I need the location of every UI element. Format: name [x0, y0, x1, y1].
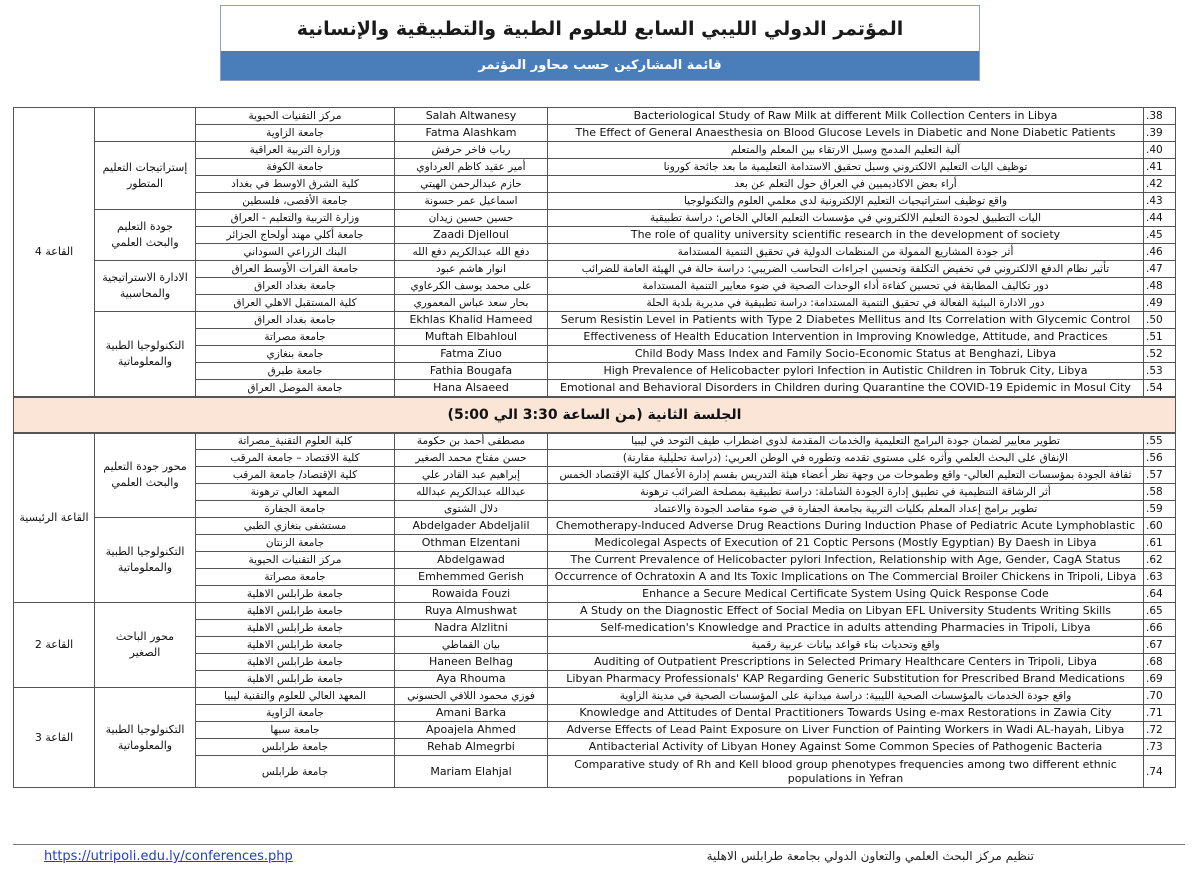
author-cell: Apoajela Ahmed: [395, 722, 548, 739]
table-row: [14, 210, 1176, 227]
author-cell: بحار سعد عباس المعموري: [395, 295, 548, 312]
table-row: [14, 261, 1176, 278]
organization-cell: جامعة طرابلس: [196, 756, 395, 788]
organization-cell: جامعة الجفارة: [196, 501, 395, 518]
author-cell: حسن مفتاح محمد الصغير: [395, 450, 548, 467]
paper-title-cell: Knowledge and Attitudes of Dental Practitioners Towards Using e-max Restorations in Zawia City: [548, 705, 1144, 722]
paper-title-cell: Comparative study of Rh and Kell blood group phenotypes frequencies among two different ethnic populations in Yefran: [548, 756, 1144, 788]
row-number: .58: [1144, 484, 1176, 501]
author-cell: دفع الله عبدالكريم دفع الله: [395, 244, 548, 261]
organization-cell: جامعة طرابلس الاهلية: [196, 671, 395, 688]
row-number: .64: [1144, 586, 1176, 603]
paper-title-cell: تأثير نظام الدفع الالكتروني في تخفيض التكلفة وتحسين اجراءات التحاسب الضريبي: دراسة حالة في الهيئة العامة للضرائب: [548, 261, 1144, 278]
author-cell: دلال الشتوى: [395, 501, 548, 518]
row-number: .46: [1144, 244, 1176, 261]
paper-title-cell: Serum Resistin Level in Patients with Type 2 Diabetes Mellitus and Its Correlation with Glycemic Control: [548, 312, 1144, 329]
paper-title-cell: Emotional and Behavioral Disorders in Children during Quarantine the COVID-19 Epidemic in Mosul City: [548, 380, 1144, 397]
organization-cell: جامعة طرابلس الاهلية: [196, 654, 395, 671]
row-number: .48: [1144, 278, 1176, 295]
paper-title-cell: آلية التعليم المدمج وسبل الارتقاء بين المعلم والمتعلم: [548, 142, 1144, 159]
row-number: .50: [1144, 312, 1176, 329]
author-cell: Hana Alsaeed: [395, 380, 548, 397]
organization-cell: جامعة الموصل العراق: [196, 380, 395, 397]
paper-title-cell: Occurrence of Ochratoxin A and Its Toxic Implications on The Commercial Broiler Chickens in Tripoli, Libya: [548, 569, 1144, 586]
author-cell: عبدالله عبدالكريم عبدالله: [395, 484, 548, 501]
table-row: [14, 518, 1176, 535]
row-number: .67: [1144, 637, 1176, 654]
author-cell: Rehab Almegrbi: [395, 739, 548, 756]
track-cell: جودة التعليم والبحث العلمي: [95, 210, 196, 261]
paper-title-cell: دور تكاليف المطابقة في تحسين كفاءة أداء الوحدات الصحية في ضوء معايير التنمية المستدامة: [548, 278, 1144, 295]
page-header: [220, 5, 980, 81]
paper-title-cell: The Effect of General Anaesthesia on Blood Glucose Levels in Diabetic and None Diabetic Patients: [548, 125, 1144, 142]
organization-cell: جامعة طبرق: [196, 363, 395, 380]
table-row: [14, 108, 1176, 125]
author-cell: Nadra Alzlitni: [395, 620, 548, 637]
organization-cell: جامعة سبها: [196, 722, 395, 739]
row-number: .59: [1144, 501, 1176, 518]
row-number: .72: [1144, 722, 1176, 739]
organization-cell: كلية الشرق الاوسط في بغداد: [196, 176, 395, 193]
footer-organizer: تنظيم مركز البحث العلمي والتعاون الدولي بجامعة طرابلس الاهلية: [706, 849, 1034, 863]
paper-title-cell: Self-medication's Knowledge and Practice in adults attending Pharmacies in Tripoli, Libya: [548, 620, 1144, 637]
author-cell: مصطفى أحمد بن حكومة: [395, 433, 548, 450]
paper-title-cell: Chemotherapy-Induced Adverse Drug Reactions During Induction Phase of Pediatric Acute Lymphoblastic: [548, 518, 1144, 535]
paper-title-cell: Medicolegal Aspects of Execution of 21 Coptic Persons (Mostly Egyptian) By Daesh in Libya: [548, 535, 1144, 552]
footer-divider: [13, 844, 1185, 845]
organization-cell: جامعة بغداد العراق: [196, 312, 395, 329]
organization-cell: جامعة الزاوية: [196, 705, 395, 722]
row-number: .47: [1144, 261, 1176, 278]
organization-cell: جامعة مصراتة: [196, 329, 395, 346]
organization-cell: جامعة طرابلس الاهلية: [196, 586, 395, 603]
hall-cell: القاعة 3: [14, 688, 95, 788]
paper-title-cell: توظيف اليات التعليم الالكتروني وسبل تحقيق الاستدامة التعليمية ما بعد جائحة كورونا: [548, 159, 1144, 176]
organization-cell: جامعة طرابلس الاهلية: [196, 637, 395, 654]
footer-link[interactable]: https://utripoli.edu.ly/conferences.php: [44, 849, 293, 864]
session-header: الجلسة الثانية (من الساعة 3:30 الي 5:00): [14, 397, 1176, 433]
paper-title-cell: Child Body Mass Index and Family Socio-Economic Status at Benghazi, Libya: [548, 346, 1144, 363]
author-cell: Zaadi Djelloul: [395, 227, 548, 244]
row-number: .39: [1144, 125, 1176, 142]
author-cell: Fatma Ziuo: [395, 346, 548, 363]
row-number: .61: [1144, 535, 1176, 552]
organization-cell: جامعة طرابلس: [196, 739, 395, 756]
row-number: .38: [1144, 108, 1176, 125]
organization-cell: كلية الإقتصاد/ جامعة المرقب: [196, 467, 395, 484]
author-cell: Abdelgader Abdeljalil: [395, 518, 548, 535]
paper-title-cell: دور الادارة البيئية الفعالة في تحقيق التنمية المستدامة: دراسة تطبيقية في مديرية بلدية الحلة: [548, 295, 1144, 312]
author-cell: أمير عقيد كاظم العرداوي: [395, 159, 548, 176]
author-cell: Abdelgawad: [395, 552, 548, 569]
row-number: .63: [1144, 569, 1176, 586]
author-cell: Ekhlas Khalid Hameed: [395, 312, 548, 329]
organization-cell: المعهد العالي ترهونة: [196, 484, 395, 501]
author-cell: حسين حسين زيدان: [395, 210, 548, 227]
organization-cell: جامعة بغداد العراق: [196, 278, 395, 295]
paper-title-cell: تطوير برامج إعداد المعلم بكليات التربية بجامعة الجفارة في ضوء مقاصد الجودة والاعتماد: [548, 501, 1144, 518]
author-cell: Mariam Elahjal: [395, 756, 548, 788]
track-cell: محور جودة التعليم والبحث العلمي: [95, 433, 196, 518]
track-cell: [95, 108, 196, 142]
organization-cell: جامعة الزنتان: [196, 535, 395, 552]
paper-title-cell: The role of quality university scientific research in the development of society: [548, 227, 1144, 244]
organization-cell: كلية المستقبل الاهلي العراق: [196, 295, 395, 312]
organization-cell: وزارة التربية العراقية: [196, 142, 395, 159]
row-number: .62: [1144, 552, 1176, 569]
author-cell: انوار هاشم عبود: [395, 261, 548, 278]
paper-title-cell: تطوير معايير لضمان جودة البرامج التعليمية والخدمات المقدمة لذوى اضطراب طيف التوحد في ليبيا: [548, 433, 1144, 450]
author-cell: Fatma Alashkam: [395, 125, 548, 142]
table-row: [14, 142, 1176, 159]
participants-table: [13, 107, 1176, 788]
row-number: .45: [1144, 227, 1176, 244]
row-number: .44: [1144, 210, 1176, 227]
paper-title-cell: The Current Prevalence of Helicobacter pylori Infection, Relationship with Age, Gender, CagA Status: [548, 552, 1144, 569]
row-number: .74: [1144, 756, 1176, 788]
row-number: .68: [1144, 654, 1176, 671]
organization-cell: البنك الزراعي السوداني: [196, 244, 395, 261]
table-row: [14, 603, 1176, 620]
hall-cell: القاعة 4: [14, 108, 95, 397]
row-number: .57: [1144, 467, 1176, 484]
paper-title-cell: واقع توظيف استراتيجيات التعليم الإلكترونية لدى معلمي العلوم والتكنولوجيا: [548, 193, 1144, 210]
table-row: [14, 433, 1176, 450]
organization-cell: جامعة طرابلس الاهلية: [196, 620, 395, 637]
author-cell: Ruya Almushwat: [395, 603, 548, 620]
row-number: .73: [1144, 739, 1176, 756]
organization-cell: كلية العلوم التقنية_مصراتة: [196, 433, 395, 450]
organization-cell: مركز التقنيات الحيوية: [196, 552, 395, 569]
author-cell: Salah Altwanesy: [395, 108, 548, 125]
row-number: .52: [1144, 346, 1176, 363]
track-cell: التكنولوجيا الطبية والمعلوماتية: [95, 312, 196, 397]
paper-title-cell: High Prevalence of Helicobacter pylori Infection in Autistic Children in Tobruk City, Libya: [548, 363, 1144, 380]
organization-cell: جامعة طرابلس الاهلية: [196, 603, 395, 620]
track-cell: التكنولوجيا الطبية والمعلوماتية: [95, 518, 196, 603]
organization-cell: كلية الاقتصاد – جامعة المرقب: [196, 450, 395, 467]
hall-cell: القاعة الرئيسية: [14, 433, 95, 603]
author-cell: Aya Rhouma: [395, 671, 548, 688]
paper-title-cell: أراء بعض الاكاديميين في العراق حول التعلم عن بعد: [548, 176, 1144, 193]
paper-title-cell: Bacteriological Study of Raw Milk at different Milk Collection Centers in Libya: [548, 108, 1144, 125]
paper-title-cell: اليات التطبيق لجودة التعليم الالكتروني في مؤسسات التعليم العالي الخاص: دراسة تطبيقية: [548, 210, 1144, 227]
row-number: .69: [1144, 671, 1176, 688]
organization-cell: مركز التقنيات الحيوية: [196, 108, 395, 125]
organization-cell: جامعة بنغازي: [196, 346, 395, 363]
track-cell: الادارة الاستراتيجية والمحاسبية: [95, 261, 196, 312]
author-cell: اسماعيل عمر حسونة: [395, 193, 548, 210]
organization-cell: جامعة الكوفة: [196, 159, 395, 176]
row-number: .60: [1144, 518, 1176, 535]
row-number: .65: [1144, 603, 1176, 620]
organization-cell: وزارة التربية والتعليم - العراق: [196, 210, 395, 227]
paper-title-cell: Effectiveness of Health Education Intervention in Improving Knowledge, Attitude, and Practices: [548, 329, 1144, 346]
author-cell: Muftah Elbahloul: [395, 329, 548, 346]
paper-title-cell: Antibacterial Activity of Libyan Honey Against Some Common Species of Pathogenic Bacteria: [548, 739, 1144, 756]
author-cell: Haneen Belhag: [395, 654, 548, 671]
organization-cell: جامعة مصراتة: [196, 569, 395, 586]
row-number: .54: [1144, 380, 1176, 397]
paper-title-cell: ثقافة الجودة بمؤسسات التعليم العالي- واقع وطموحات من وجهة نظر أعضاء هيئة التدريس بقسم إدارة الأعمال كلية الإقتصاد الخمس: [548, 467, 1144, 484]
paper-title-cell: A Study on the Diagnostic Effect of Social Media on Libyan EFL University Students Writing Skills: [548, 603, 1144, 620]
paper-title-cell: Auditing of Outpatient Prescriptions in Selected Primary Healthcare Centers in Tripoli, Libya: [548, 654, 1144, 671]
track-cell: إستراتيجات التعليم المتطور: [95, 142, 196, 210]
paper-title-cell: Adverse Effects of Lead Paint Exposure on Liver Function of Painting Workers in Wadi AL-hayah, Libya: [548, 722, 1144, 739]
paper-title-cell: Enhance a Secure Medical Certificate System Using Quick Response Code: [548, 586, 1144, 603]
row-number: .56: [1144, 450, 1176, 467]
row-number: .42: [1144, 176, 1176, 193]
author-cell: Fathia Bougafa: [395, 363, 548, 380]
author-cell: Rowaida Fouzi: [395, 586, 548, 603]
row-number: .49: [1144, 295, 1176, 312]
author-cell: رباب فاخر حرفش: [395, 142, 548, 159]
track-cell: محور الباحث الصغير: [95, 603, 196, 688]
organization-cell: جامعة الفرات الأوسط العراق: [196, 261, 395, 278]
row-number: .40: [1144, 142, 1176, 159]
author-cell: على محمد يوسف الكرعاوي: [395, 278, 548, 295]
author-cell: إبراهيم عبد القادر علي: [395, 467, 548, 484]
paper-title-cell: أثر الرشاقة التنظيمية في تطبيق إدارة الجودة الشاملة: دراسة تطبيقية بمصلحة الضرائب ترهونة: [548, 484, 1144, 501]
row-number: .51: [1144, 329, 1176, 346]
row-number: .53: [1144, 363, 1176, 380]
row-number: .71: [1144, 705, 1176, 722]
row-number: .55: [1144, 433, 1176, 450]
author-cell: Amani Barka: [395, 705, 548, 722]
organization-cell: مستشفى بنغازي الطبي: [196, 518, 395, 535]
paper-title-cell: الإنفاق على البحث العلمي وأثره على مستوى تقدمه وتطوره في الوطن العربي: (دراسة تحليلية مقارنة): [548, 450, 1144, 467]
organization-cell: جامعة أكلي مهند أولحاج الجزائر: [196, 227, 395, 244]
conference-title: المؤتمر الدولي الليبي السابع للعلوم الطبية والتطبيقية والإنسانية: [296, 18, 904, 40]
organization-cell: المعهد العالي للعلوم والتقنية ليبيا: [196, 688, 395, 705]
paper-title-cell: واقع جودة الخدمات بالمؤسسات الصحية الليبية: دراسة ميدانية على المؤسسات الصحية في مدينة الزاوية: [548, 688, 1144, 705]
paper-title-cell: أثر جودة المشاريع الممولة من المنظمات الدولية في تحقيق التنمية المستدامة: [548, 244, 1144, 261]
table-row: [14, 688, 1176, 705]
author-cell: حازم عبدالرحمن الهيتي: [395, 176, 548, 193]
organization-cell: جامعة الزاوية: [196, 125, 395, 142]
organization-cell: جامعة الأقصى، فلسطين: [196, 193, 395, 210]
paper-title-cell: واقع وتحديات بناء قواعد بيانات عربية رقمية: [548, 637, 1144, 654]
table-row: [14, 312, 1176, 329]
row-number: .66: [1144, 620, 1176, 637]
author-cell: Othman Elzentani: [395, 535, 548, 552]
track-cell: التكنولوجيا الطبية والمعلوماتية: [95, 688, 196, 788]
author-cell: بيان القماطي: [395, 637, 548, 654]
subtitle-band: قائمة المشاركين حسب محاور المؤتمر: [221, 51, 979, 80]
paper-title-cell: Libyan Pharmacy Professionals' KAP Regarding Generic Substitution for Prescribed Brand Medications: [548, 671, 1144, 688]
row-number: .70: [1144, 688, 1176, 705]
author-cell: Emhemmed Gerish: [395, 569, 548, 586]
row-number: .43: [1144, 193, 1176, 210]
author-cell: فوزي محمود اللافي الحسوني: [395, 688, 548, 705]
hall-cell: القاعة 2: [14, 603, 95, 688]
row-number: .41: [1144, 159, 1176, 176]
